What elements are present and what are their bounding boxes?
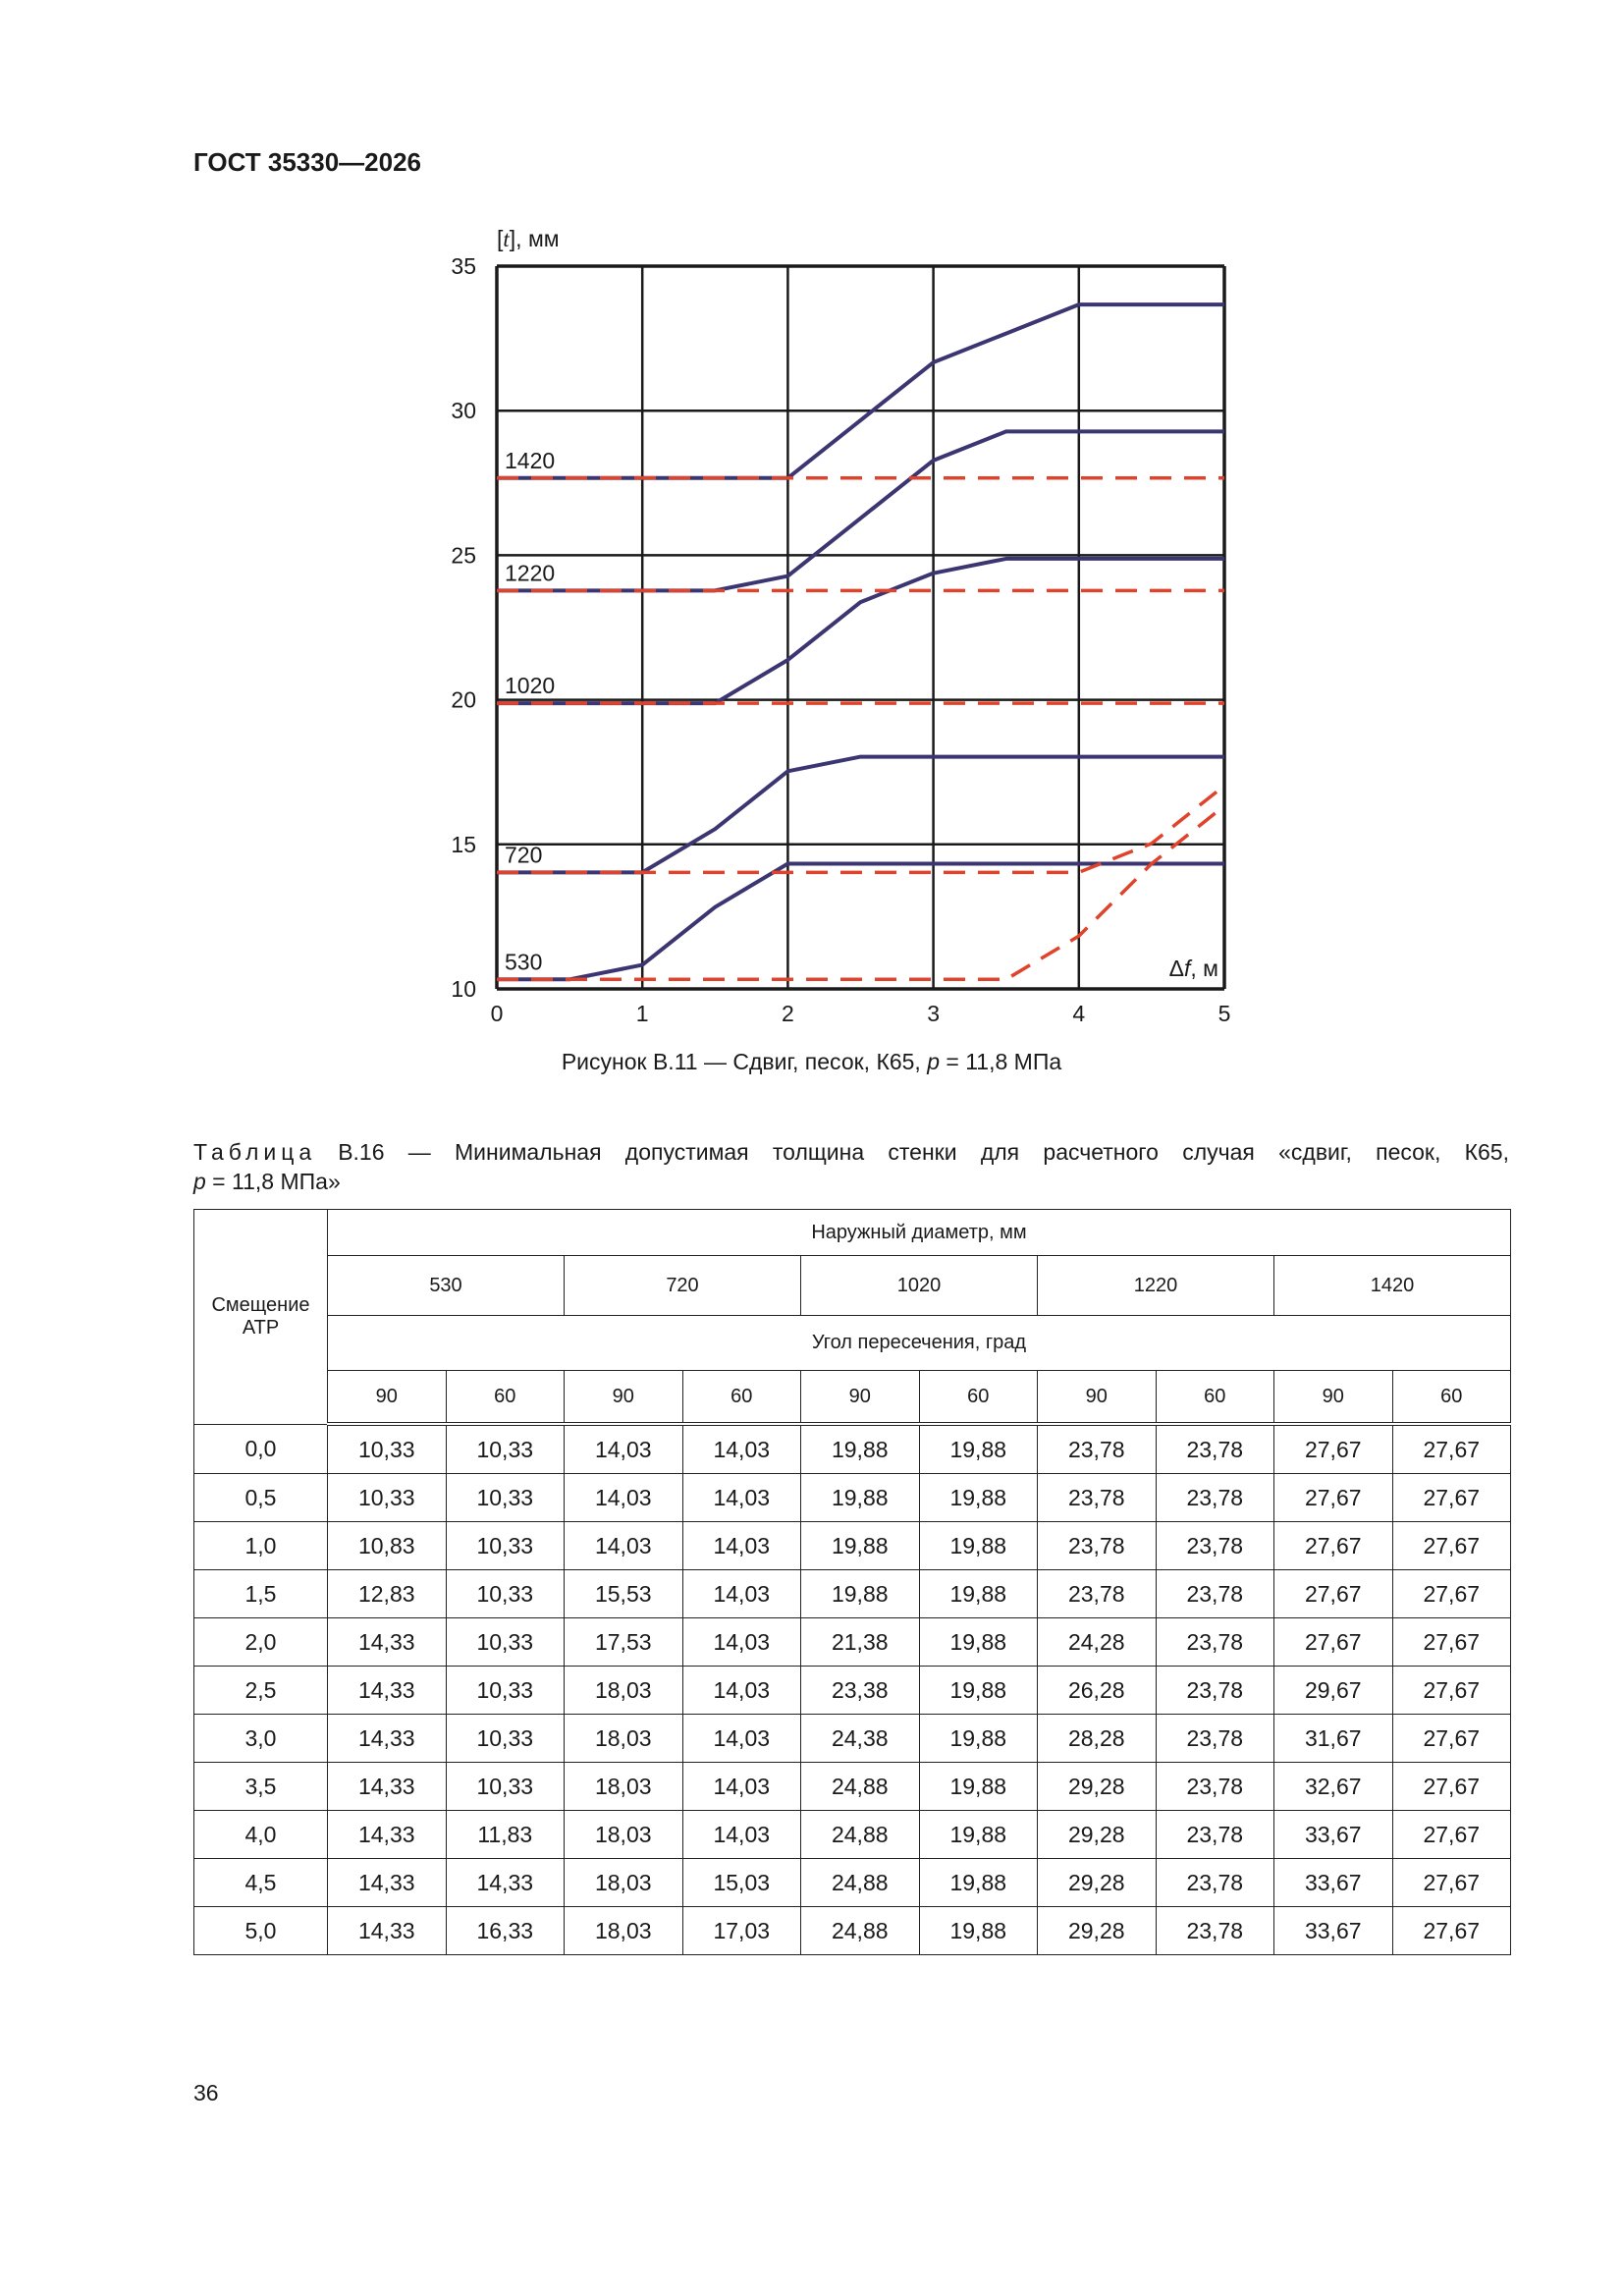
thickness-cell: 18,03	[565, 1859, 683, 1907]
x-axis-label: Δf, м	[1168, 956, 1218, 981]
angle-cell: 60	[1156, 1371, 1274, 1425]
thickness-cell: 14,33	[446, 1859, 565, 1907]
offset-cell: 3,0	[194, 1715, 328, 1763]
thickness-cell: 10,33	[446, 1570, 565, 1618]
offset-cell: 0,0	[194, 1424, 328, 1474]
thickness-cell: 24,38	[801, 1715, 920, 1763]
thickness-cell: 26,28	[1038, 1667, 1157, 1715]
offset-cell: 5,0	[194, 1907, 328, 1955]
diameter-header: Наружный диаметр, мм	[328, 1210, 1511, 1256]
angle-header: Угол пересечения, град	[328, 1316, 1511, 1371]
thickness-cell: 17,53	[565, 1618, 683, 1667]
thickness-cell: 29,28	[1038, 1763, 1157, 1811]
thickness-cell: 16,33	[446, 1907, 565, 1955]
table-caption-line2: = 11,8 МПа»	[205, 1169, 341, 1194]
thickness-cell: 33,67	[1274, 1811, 1393, 1859]
thickness-cell: 14,03	[565, 1474, 683, 1522]
figure-caption	[0, 1049, 1623, 1075]
thickness-cell: 23,78	[1038, 1424, 1157, 1474]
series-line-dashed	[497, 786, 1224, 872]
thickness-cell: 10,33	[446, 1522, 565, 1570]
diameter-cell: 1420	[1274, 1256, 1511, 1316]
thickness-cell: 14,03	[682, 1667, 801, 1715]
thickness-cell: 14,03	[565, 1424, 683, 1474]
thickness-cell: 23,78	[1156, 1618, 1274, 1667]
thickness-cell: 14,03	[682, 1474, 801, 1522]
offset-cell: 3,5	[194, 1763, 328, 1811]
thickness-cell: 19,88	[919, 1811, 1038, 1859]
thickness-cell: 14,03	[682, 1424, 801, 1474]
thickness-cell: 23,78	[1156, 1907, 1274, 1955]
table-row	[194, 1570, 1511, 1618]
thickness-cell: 18,03	[565, 1907, 683, 1955]
document-header: ГОСТ 35330—2026	[193, 147, 421, 177]
thickness-cell: 24,88	[801, 1859, 920, 1907]
thickness-cell: 28,28	[1038, 1715, 1157, 1763]
y-axis-label: [t], мм	[497, 226, 560, 251]
x-tick-label: 3	[927, 1001, 940, 1026]
table-row	[194, 1424, 1511, 1474]
table-row	[194, 1474, 1511, 1522]
thickness-cell: 27,67	[1392, 1618, 1511, 1667]
thickness-cell: 14,03	[682, 1570, 801, 1618]
figure-caption-prefix: Рисунок В.11 — Сдвиг, песок, К65,	[561, 1049, 928, 1074]
table-row	[194, 1811, 1511, 1859]
thickness-cell: 19,88	[801, 1570, 920, 1618]
angle-cell: 90	[1274, 1371, 1393, 1425]
x-tick-label: 4	[1072, 1001, 1086, 1026]
y-tick-label: 20	[451, 686, 476, 713]
diameter-cell: 1220	[1038, 1256, 1274, 1316]
table-row	[194, 1763, 1511, 1811]
thickness-cell: 33,67	[1274, 1859, 1393, 1907]
offset-cell: 4,5	[194, 1859, 328, 1907]
thickness-cell: 23,78	[1038, 1570, 1157, 1618]
thickness-cell: 14,33	[328, 1859, 447, 1907]
thickness-cell: 19,88	[919, 1859, 1038, 1907]
x-tick-label: 2	[782, 1001, 794, 1026]
angle-cell: 60	[919, 1371, 1038, 1425]
thickness-cell: 14,03	[565, 1522, 683, 1570]
thickness-cell: 12,83	[328, 1570, 447, 1618]
series-line-solid	[497, 757, 1224, 873]
thickness-cell: 29,67	[1274, 1667, 1393, 1715]
offset-cell: 4,0	[194, 1811, 328, 1859]
thickness-cell: 33,67	[1274, 1907, 1393, 1955]
table-caption-text: В.16 — Минимальная допустимая толщина стенки для расчетного случая «сдвиг, песок, К65,	[338, 1139, 1509, 1165]
thickness-cell: 27,67	[1392, 1570, 1511, 1618]
thickness-cell: 10,33	[446, 1715, 565, 1763]
thickness-cell: 10,33	[328, 1424, 447, 1474]
thickness-cell: 14,33	[328, 1715, 447, 1763]
x-tick-label: 5	[1217, 1001, 1231, 1026]
thickness-cell: 17,03	[682, 1907, 801, 1955]
y-tick-label: 35	[451, 253, 476, 279]
thickness-cell: 24,88	[801, 1763, 920, 1811]
offset-cell: 1,0	[194, 1522, 328, 1570]
thickness-cell: 14,33	[328, 1907, 447, 1955]
thickness-cell: 23,78	[1156, 1715, 1274, 1763]
thickness-cell: 31,67	[1274, 1715, 1393, 1763]
thickness-cell: 23,78	[1156, 1474, 1274, 1522]
thickness-cell: 23,78	[1038, 1522, 1157, 1570]
table-row	[194, 1667, 1511, 1715]
table-row	[194, 1715, 1511, 1763]
angle-cell: 90	[1038, 1371, 1157, 1425]
thickness-cell: 27,67	[1274, 1424, 1393, 1474]
thickness-cell: 23,78	[1156, 1570, 1274, 1618]
table-row	[194, 1522, 1511, 1570]
angle-cell: 60	[1392, 1371, 1511, 1425]
thickness-cell: 23,78	[1156, 1763, 1274, 1811]
line-label: 720	[505, 842, 543, 868]
thickness-cell: 19,88	[919, 1570, 1038, 1618]
table-row	[194, 1618, 1511, 1667]
thickness-cell: 10,33	[446, 1424, 565, 1474]
thickness-cell: 14,33	[328, 1811, 447, 1859]
table-row	[194, 1907, 1511, 1955]
thickness-cell: 19,88	[919, 1715, 1038, 1763]
thickness-cell: 23,78	[1156, 1424, 1274, 1474]
thickness-cell: 10,33	[328, 1474, 447, 1522]
thickness-cell: 15,03	[682, 1859, 801, 1907]
thickness-cell: 29,28	[1038, 1859, 1157, 1907]
chart-svg	[432, 216, 1257, 1031]
y-tick-label: 30	[451, 398, 476, 424]
wall-thickness-table	[193, 1209, 1511, 1955]
series-line-solid	[497, 431, 1224, 590]
thickness-cell: 19,88	[801, 1522, 920, 1570]
thickness-cell: 23,78	[1156, 1522, 1274, 1570]
thickness-cell: 24,88	[801, 1811, 920, 1859]
thickness-cell: 14,03	[682, 1715, 801, 1763]
series-line-solid	[497, 864, 1224, 980]
thickness-cell: 19,88	[919, 1424, 1038, 1474]
thickness-cell: 21,38	[801, 1618, 920, 1667]
offset-cell: 2,5	[194, 1667, 328, 1715]
thickness-cell: 29,28	[1038, 1811, 1157, 1859]
line-label: 1420	[505, 447, 556, 473]
figure-caption-variable: p	[927, 1049, 941, 1074]
series-line-dashed	[497, 806, 1224, 980]
thickness-cell: 23,38	[801, 1667, 920, 1715]
angle-cell: 90	[801, 1371, 920, 1425]
thickness-cell: 19,88	[919, 1667, 1038, 1715]
thickness-cell: 14,03	[682, 1811, 801, 1859]
thickness-cell: 27,67	[1274, 1522, 1393, 1570]
diameter-cell: 530	[328, 1256, 565, 1316]
thickness-cell: 23,78	[1156, 1811, 1274, 1859]
thickness-cell: 23,78	[1156, 1859, 1274, 1907]
thickness-cell: 23,78	[1156, 1667, 1274, 1715]
row-header-offset: Смещение АТР	[194, 1210, 328, 1425]
thickness-cell: 27,67	[1274, 1570, 1393, 1618]
table-caption	[193, 1137, 1509, 1196]
diameter-cell: 1020	[801, 1256, 1038, 1316]
thickness-cell: 14,03	[682, 1763, 801, 1811]
angle-cell: 60	[446, 1371, 565, 1425]
thickness-cell: 19,88	[919, 1907, 1038, 1955]
thickness-cell: 27,67	[1392, 1715, 1511, 1763]
thickness-cell: 14,03	[682, 1618, 801, 1667]
line-label: 1220	[505, 560, 556, 586]
thickness-cell: 27,67	[1274, 1618, 1393, 1667]
thickness-cell: 10,83	[328, 1522, 447, 1570]
thickness-cell: 19,88	[801, 1424, 920, 1474]
thickness-cell: 27,67	[1392, 1424, 1511, 1474]
thickness-cell: 24,88	[801, 1907, 920, 1955]
thickness-cell: 18,03	[565, 1667, 683, 1715]
angle-cell: 90	[328, 1371, 447, 1425]
series-line-solid	[497, 304, 1224, 478]
thickness-cell: 27,67	[1392, 1811, 1511, 1859]
table-row	[194, 1859, 1511, 1907]
thickness-cell: 27,67	[1392, 1859, 1511, 1907]
offset-cell: 2,0	[194, 1618, 328, 1667]
figure-chart	[432, 216, 1257, 1031]
thickness-cell: 14,33	[328, 1618, 447, 1667]
thickness-cell: 11,83	[446, 1811, 565, 1859]
x-tick-label: 0	[490, 1001, 504, 1026]
thickness-cell: 10,33	[446, 1618, 565, 1667]
thickness-cell: 19,88	[801, 1474, 920, 1522]
offset-cell: 0,5	[194, 1474, 328, 1522]
line-label: 530	[505, 949, 543, 975]
thickness-cell: 10,33	[446, 1763, 565, 1811]
thickness-cell: 23,78	[1038, 1474, 1157, 1522]
thickness-cell: 27,67	[1392, 1474, 1511, 1522]
thickness-cell: 18,03	[565, 1763, 683, 1811]
table-caption-variable: p	[193, 1169, 206, 1194]
y-tick-label: 10	[451, 976, 476, 1002]
thickness-cell: 19,88	[919, 1763, 1038, 1811]
page-number: 36	[193, 2080, 219, 2105]
y-tick-label: 15	[451, 831, 476, 857]
thickness-cell: 29,28	[1038, 1907, 1157, 1955]
thickness-cell: 27,67	[1392, 1522, 1511, 1570]
thickness-cell: 18,03	[565, 1715, 683, 1763]
thickness-cell: 19,88	[919, 1474, 1038, 1522]
angle-cell: 90	[565, 1371, 683, 1425]
thickness-cell: 14,33	[328, 1763, 447, 1811]
x-tick-label: 1	[635, 1001, 649, 1026]
thickness-cell: 14,33	[328, 1667, 447, 1715]
figure-caption-suffix: = 11,8 МПа	[940, 1049, 1062, 1074]
y-tick-label: 25	[451, 542, 476, 569]
thickness-cell: 15,53	[565, 1570, 683, 1618]
series-line-solid	[497, 559, 1224, 703]
diameter-cell: 720	[565, 1256, 801, 1316]
thickness-cell: 32,67	[1274, 1763, 1393, 1811]
thickness-cell: 10,33	[446, 1474, 565, 1522]
thickness-cell: 27,67	[1392, 1907, 1511, 1955]
thickness-cell: 18,03	[565, 1811, 683, 1859]
angle-cell: 60	[682, 1371, 801, 1425]
offset-cell: 1,5	[194, 1570, 328, 1618]
table-caption-label: Таблица	[193, 1139, 317, 1165]
thickness-cell: 27,67	[1392, 1763, 1511, 1811]
thickness-cell: 10,33	[446, 1667, 565, 1715]
thickness-cell: 24,28	[1038, 1618, 1157, 1667]
thickness-cell: 19,88	[919, 1522, 1038, 1570]
thickness-cell: 27,67	[1392, 1667, 1511, 1715]
line-label: 1020	[505, 673, 556, 699]
thickness-cell: 14,03	[682, 1522, 801, 1570]
thickness-cell: 19,88	[919, 1618, 1038, 1667]
thickness-cell: 27,67	[1274, 1474, 1393, 1522]
